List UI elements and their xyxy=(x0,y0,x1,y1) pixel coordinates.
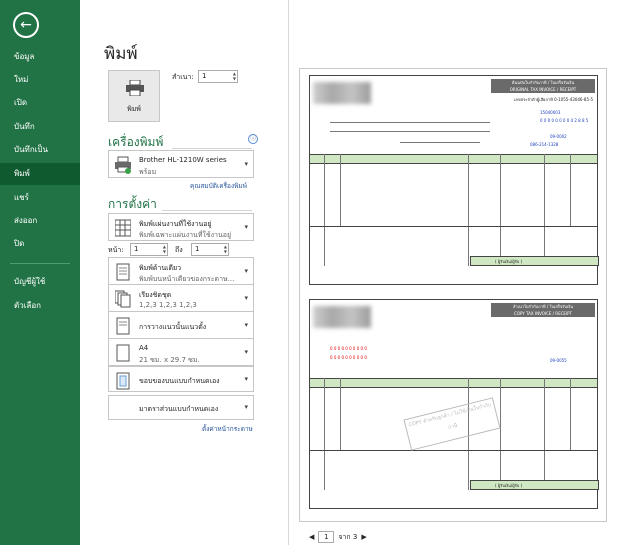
nav-options[interactable]: ตัวเลือก xyxy=(14,301,41,310)
section-divider xyxy=(172,148,252,149)
table-bottom-line xyxy=(310,226,597,227)
company-logo-blurred xyxy=(313,306,371,328)
form-line xyxy=(330,131,490,132)
invoice-table-header xyxy=(310,378,597,388)
nav-export[interactable]: ส่งออก xyxy=(14,216,38,225)
print-button[interactable] xyxy=(108,70,160,122)
portrait-page-icon xyxy=(115,317,131,335)
invoice-signature-label: ( ผู้รับเงิน/ผู้รับ ) xyxy=(495,483,523,488)
next-page-icon[interactable]: ▶ xyxy=(361,533,367,541)
sides-dropdown[interactable] xyxy=(108,257,254,285)
pages-to-label: ถึง xyxy=(175,246,183,254)
margins-dropdown[interactable] xyxy=(108,366,254,392)
current-page-input[interactable]: 1 xyxy=(318,531,334,543)
total-box xyxy=(470,480,599,490)
orientation-dropdown[interactable] xyxy=(108,311,254,339)
back-arrow-icon[interactable]: ← xyxy=(13,12,39,38)
pages-from-input[interactable] xyxy=(130,243,168,256)
backstage-nav xyxy=(0,0,80,545)
collate-title: เรียงชิดชุด xyxy=(139,291,172,299)
info-icon[interactable]: ⓘ xyxy=(249,135,256,142)
company-logo-blurred xyxy=(313,82,371,104)
worksheet-grid-icon xyxy=(115,219,131,237)
nav-account[interactable]: บัญชีผู้ใช้ xyxy=(14,277,46,286)
margins-icon xyxy=(115,372,131,390)
paper-desc: 21 ซม. x 29.7 ซม. xyxy=(139,356,200,364)
nav-info[interactable]: ข้อมูล xyxy=(14,52,35,61)
invoice-title-en: COPY TAX INVOICE / RECEIPT xyxy=(514,311,572,316)
invoice-phone: 086-214-1328 xyxy=(530,142,559,147)
copies-value: 1 xyxy=(202,72,207,80)
chevron-down-icon: ▾ xyxy=(244,223,248,231)
page-navigator xyxy=(309,531,367,543)
printer-section-title: เครื่องพิมพ์ xyxy=(108,135,164,149)
nav-open[interactable]: เปิด xyxy=(14,98,28,107)
table-column-line xyxy=(570,154,571,226)
paper-title: A4 xyxy=(139,344,149,352)
invoice-title-th: ต้นฉบับใบกำกับภาษี / ใบเสร็จรับเงิน xyxy=(511,80,575,85)
table-column-line xyxy=(500,154,501,266)
page-count-label: จาก 3 xyxy=(338,532,358,541)
invoice-signature-label: ( ผู้รับเงิน/ผู้รับ ) xyxy=(495,259,523,264)
invoice-original xyxy=(309,75,598,285)
stepper-arrows-icon[interactable]: ▲ ▼ xyxy=(223,244,227,254)
stepper-arrows-icon[interactable]: ▲ ▼ xyxy=(162,244,166,254)
pages-label: หน้า: xyxy=(108,246,124,254)
invoice-header-box xyxy=(491,79,595,93)
scope-title: พิมพ์แผ่นงานที่ใช้งานอยู่ xyxy=(139,220,212,228)
margins-value: ขอบของบนแบบกำหนดเอง xyxy=(139,377,220,385)
nav-share[interactable]: แชร์ xyxy=(14,193,29,202)
printer-properties-link[interactable]: คุณสมบัติเครื่องพิมพ์ xyxy=(190,182,247,190)
print-settings-panel xyxy=(80,0,288,545)
copy-watermark-stamp: COPY สำหรับลูกค้า / ไม่ใช้เป็นใบกำกับภาษี xyxy=(403,397,500,450)
nav-save-as[interactable]: บันทึกเป็น xyxy=(14,145,48,154)
chevron-down-icon: ▾ xyxy=(244,294,248,302)
invoice-no: 15040003 xyxy=(540,110,561,115)
invoice-title-th: สำเนาใบกำกับภาษี / ใบเสร็จรับเงิน xyxy=(512,304,574,309)
collate-icon xyxy=(115,290,131,308)
printer-dropdown[interactable] xyxy=(108,150,254,178)
printer-name: Brother HL-1210W series xyxy=(139,156,227,164)
chevron-down-icon: ▾ xyxy=(244,321,248,329)
nav-new[interactable]: ใหม่ xyxy=(14,75,29,84)
invoice-tax-id: เลขประจำตัวผู้เสียภาษี 0-1055-43046-85-5 xyxy=(514,97,593,102)
preview-page xyxy=(299,68,607,522)
section-divider xyxy=(162,210,252,211)
nav-divider xyxy=(10,263,70,264)
chevron-down-icon: ▾ xyxy=(244,160,248,168)
printer-icon xyxy=(125,80,145,96)
collate-dropdown[interactable] xyxy=(108,284,254,312)
table-column-line xyxy=(468,154,469,266)
table-bottom-line xyxy=(310,450,597,451)
scaling-value: มาตราส่วนแบบกำหนดเอง xyxy=(139,405,219,413)
print-button-label: พิมพ์ xyxy=(127,105,141,113)
red-field: 0 0 0 0 0 0 0 0 0 0 xyxy=(330,346,367,351)
total-box xyxy=(470,256,599,266)
print-scope-dropdown[interactable] xyxy=(108,213,254,241)
invoice-table-header xyxy=(310,154,597,164)
sides-desc: พิมพ์บนหน้าเดียวของกระดาษ... xyxy=(139,275,235,283)
nav-print[interactable]: พิมพ์ xyxy=(0,163,80,185)
print-preview-area xyxy=(288,0,637,545)
form-line xyxy=(400,142,480,143)
nav-close[interactable]: ปิด xyxy=(14,239,25,248)
chevron-down-icon: ▾ xyxy=(244,403,248,411)
pages-from-value: 1 xyxy=(134,245,139,253)
table-column-line xyxy=(544,154,545,266)
chevron-down-icon: ▾ xyxy=(244,375,248,383)
invoice-code: 09-0002 xyxy=(550,134,567,139)
copies-label: สำเนา: xyxy=(172,73,194,81)
paper-size-icon xyxy=(115,344,131,362)
orientation-value: การวางแนวนั้นแนวตั้ง xyxy=(139,323,207,331)
scaling-dropdown[interactable] xyxy=(108,395,254,420)
pages-to-input[interactable] xyxy=(191,243,229,256)
form-line xyxy=(330,122,490,123)
printer-status: พร้อม xyxy=(139,168,157,176)
table-column-line xyxy=(340,154,341,226)
invoice-code: 09-0055 xyxy=(550,358,567,363)
stepper-arrows-icon[interactable]: ▲ ▼ xyxy=(232,71,236,81)
chevron-down-icon: ▾ xyxy=(244,267,248,275)
page-setup-link[interactable]: ตั้งค่าหน้ากระดาษ xyxy=(202,425,253,433)
printer-device-icon xyxy=(115,156,131,174)
table-column-line xyxy=(324,154,325,266)
table-column-line xyxy=(340,378,341,450)
prev-page-icon[interactable]: ◀ xyxy=(309,533,315,541)
sides-title: พิมพ์ด้านเดียว xyxy=(139,264,182,272)
nav-save[interactable]: บันทึก xyxy=(14,122,35,131)
table-column-line xyxy=(544,378,545,490)
red-field: 0 0 0 0 0 0 0 0 0 0 xyxy=(330,355,367,360)
invoice-header-box xyxy=(491,303,595,317)
pages-to-value: 1 xyxy=(195,245,200,253)
one-sided-page-icon xyxy=(115,263,131,281)
scope-desc: พิมพ์เฉพาะแผ่นงานที่ใช้งานอยู่ xyxy=(139,231,232,239)
copies-stepper[interactable] xyxy=(198,70,238,83)
invoice-copy xyxy=(309,299,598,509)
collate-desc: 1,2,3 1,2,3 1,2,3 xyxy=(139,301,197,309)
chevron-down-icon: ▾ xyxy=(244,348,248,356)
paper-size-dropdown[interactable] xyxy=(108,338,254,366)
table-column-line xyxy=(570,378,571,450)
settings-section-title: การตั้งค่า xyxy=(108,197,157,211)
table-column-line xyxy=(324,378,325,490)
table-column-line xyxy=(500,378,501,490)
invoice-date: 0 0 0 0 0 0 0 0 4 2 8 8 5 xyxy=(540,118,589,123)
invoice-title-en: ORIGINAL TAX INVOICE / RECEIPT xyxy=(509,87,577,92)
page-title: พิมพ์ xyxy=(104,44,138,64)
